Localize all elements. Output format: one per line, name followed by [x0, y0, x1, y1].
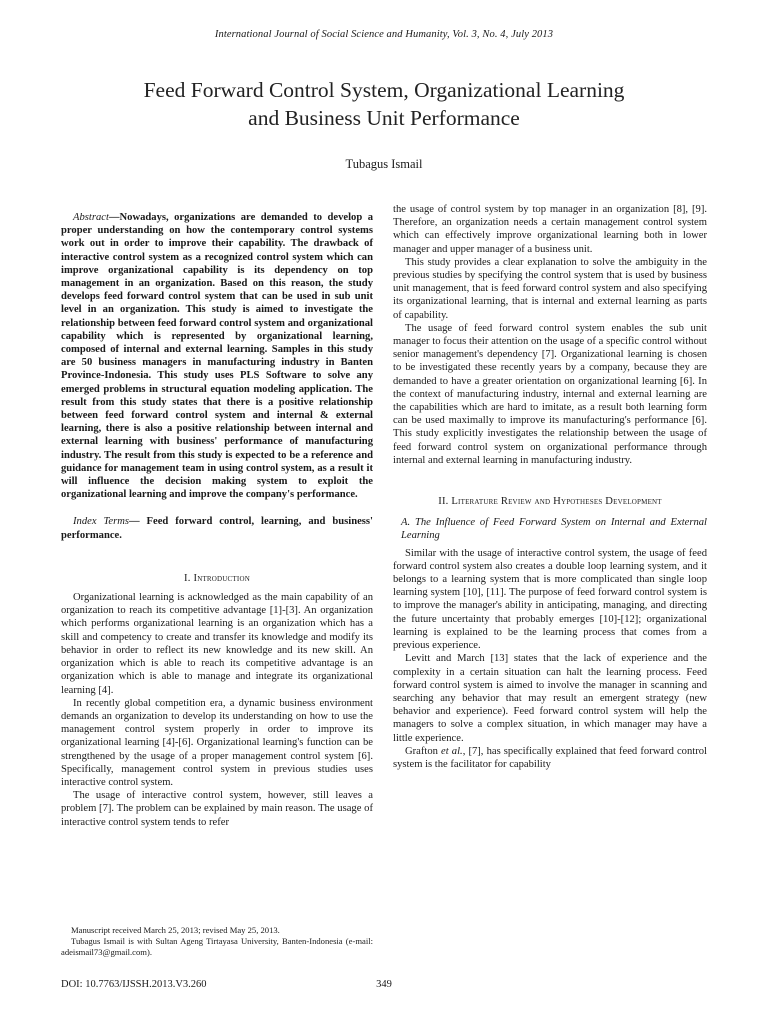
subsection-heading: A. The Influence of Feed Forward System on Internal and External Learning — [401, 517, 707, 542]
right-column — [393, 203, 707, 771]
section-title: Literature Review and Hypotheses Development — [451, 496, 662, 508]
abstract — [61, 211, 373, 501]
abstract-label: Abstract — [73, 212, 109, 223]
author-name: Tubagus Ismail — [345, 157, 423, 171]
title-line-2: and Business Unit Performance — [248, 106, 520, 130]
doi: DOI: 10.7763/IJSSH.2013.V3.260 — [61, 979, 207, 990]
paragraph: This study provides a clear explanation to solve the ambiguity in the previous studies by specifying the control system that is used by business unit management, that is feed forward control system and also specifying its organizational learning, that is internal and external learning as parts of capability. — [393, 256, 707, 321]
section-heading-introduction — [61, 572, 373, 585]
paragraph: In recently global competition era, a dynamic business environment demands an organization to develop its understanding on how to use the management control system properly in order to improve its organizational learning [4]-[6]. Organizational learning's function can be strengthened by the usage of a proper management control system [6]. Specifically, management control system in previous studies uses interactive control system. — [61, 697, 373, 788]
section-number: I. — [184, 572, 191, 584]
paragraph: The usage of feed forward control system enables the sub unit manager to focus their attention on the usage of a specific control without senior management's dependency [7]. Organizational learning is chosen to be investigated these recently years by a company, because they are demanded to have a greater orientation on organizational learning [6]. In the context of manufacturing industry, internal and external learning are the capabilities which are hard to imitate, as a result both learning form can be used maximally to improve its manufacturing's performance [6]. This study explicitly investigates the relationship between the usage of feed forward control system on organizational performance through internal and external learning in manufacturing industry. — [393, 322, 707, 466]
paragraph: Organizational learning is acknowledged as the main capability of an organization to reach its competitive advantage [1]-[3]. An organization which performs organizational learning is an organization which has a skill and competency to create and transfer its knowledge and modify its behavior in order to reflect its new knowledge and its new skill. An organization which is able to reach its competitive advantage is an organization which is able to manage and integrate its organizational learning [4]. — [61, 592, 373, 696]
footnote-received: Manuscript received March 25, 2013; revised May 25, 2013. — [71, 925, 280, 935]
footnote-affiliation: Tubagus Ismail is with Sultan Ageng Tirtayasa University, Banten-Indonesia (e-mail: adeismail73@gmail.com). — [61, 936, 373, 957]
paragraph: The usage of interactive control system, however, still leaves a problem [7]. The problem can be explained by main reason. The usage of interactive control system tends to refer — [61, 790, 373, 828]
paper-title — [60, 76, 708, 132]
section-number: II. — [438, 496, 449, 508]
footnote — [61, 925, 373, 958]
journal-header: International Journal of Social Science and Humanity, Vol. 3, No. 4, July 2013 — [214, 29, 554, 40]
section-heading-literature-review — [393, 495, 707, 508]
paragraph — [393, 745, 707, 771]
cited-author: Grafton — [405, 745, 438, 757]
title-line-1: Feed Forward Control System, Organizational Learning — [143, 78, 625, 102]
paragraph: the usage of control system by top manager in an organization [8], [9]. Therefore, an organization needs a certain management control system which can effectively improve organizational learning both in lower manager and upper manager of a business unit. — [393, 204, 707, 255]
abstract-text: —Nowadays, organizations are demanded to develop a proper understanding on how the contemporary control systems work out in order to improve their capability. The drawback of interactive control system as a recognized control system which can improve organizational capability is its dependency on top management in an organization. Based on this reason, the study develops feed forward control system that can be used in sub unit level in an organization. This study is aimed to investigate the relationship between feed forward control system and organizational capability which is represented by organizational learning, composed of internal and external learning. Samples in this study are 50 business managers in manufacturing industry in Banten Province-Indonesia. This study uses PLS Software to solve any emerged problems in structural equation modeling application. The result from this study states that there is a positive relationship between feed forward control system and internal & external learning, there is also a positive relationship between internal and external learning with business' performance of manufacturing industry. The result from this study is expected to be a reference and guidance for management team in using control system, as a result it will influence the decision making system to exploit the organizational learning and improve the company's performance. — [61, 212, 373, 501]
paragraph-rest: , [7], has specifically explained that feed forward control system is the facilitator for capability — [393, 745, 707, 770]
left-column — [61, 211, 373, 829]
paragraph: Levitt and March [13] states that the lack of experience and the complexity in a certain situation can halt the learning process. Feed forward control system is aimed to involve the manager in scanning and searching any behavior that may result an emergent strategy (new behavior and experience). Feed forward control system will help the managers to solve a complex situation, in which manager may have a little experience. — [393, 653, 707, 744]
index-terms — [61, 515, 373, 541]
paragraph: Similar with the usage of interactive control system, the usage of feed forward control system also creates a double loop learning system, and it belongs to a learning system that is more complicated than single loop learning system [10], [11]. The purpose of feed forward control system is to improve the manager's ability in anticipating, managing, and directing the future uncertainty that probably emerges [10]-[12]; organizational learning is explained to be the learning process that comes from a previous experience. — [393, 547, 707, 652]
index-terms-label: Index Terms — [73, 516, 129, 528]
page-number: 349 — [376, 979, 392, 990]
et-al: et al. — [437, 745, 463, 757]
index-terms-text: — Feed forward control, learning, and business' performance. — [61, 516, 373, 541]
section-title: Introduction — [193, 572, 250, 584]
